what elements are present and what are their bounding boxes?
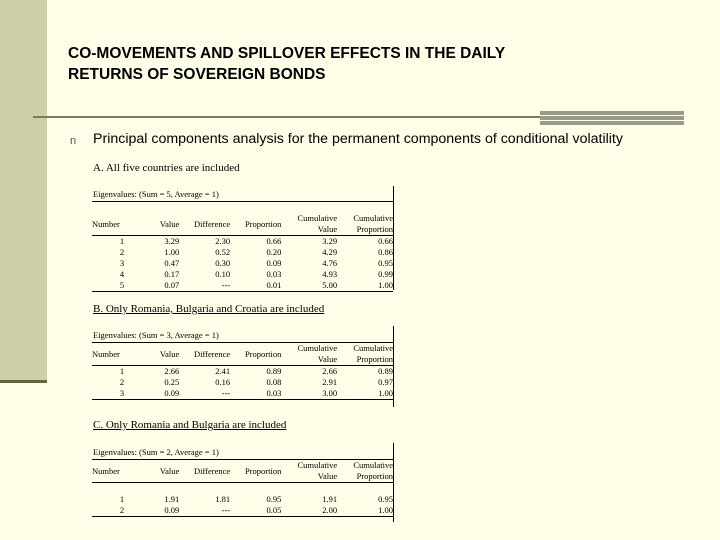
table-c-heading: C. Only Romania and Bulgaria are included	[93, 419, 287, 431]
table-a-eigen: Eigenvalues: (Sum = 5, Average = 1)	[92, 188, 393, 202]
table-b-header	[92, 343, 393, 366]
table-b-body	[92, 366, 393, 400]
table-c	[92, 446, 393, 517]
table-row: 2 0.09 --- 0.05 2.00 1.00	[92, 505, 393, 517]
table-row: 3 0.09 --- 0.03 3.00 1.00	[92, 388, 393, 400]
table-row: 1 3.29 2.30 0.66 3.29 0.66	[119, 236, 393, 246]
col-difference: Difference	[179, 213, 230, 236]
table-b	[92, 329, 393, 400]
bullet-text: Principal components analysis for the permanent components of conditional volatility	[93, 131, 623, 147]
col-cum-value: Cumulative Value	[281, 343, 337, 366]
table-a-edge	[393, 186, 394, 290]
table-b-edge	[393, 326, 394, 407]
table-row: 2 1.00 0.52 0.20 4.29 0.86	[119, 247, 393, 257]
col-number: Number	[92, 460, 152, 483]
table-a-body	[92, 236, 393, 292]
table-row: 1 1.91 1.81 0.95 1.91 0.95	[119, 494, 393, 504]
title-line-2: RETURNS OF SOVEREIGN BONDS	[68, 66, 326, 83]
col-difference: Difference	[179, 460, 230, 483]
title-line-1: CO-MOVEMENTS AND SPILLOVER EFFECTS IN THE DAILY	[68, 45, 506, 62]
table-b-eigen: Eigenvalues: (Sum = 3, Average = 1)	[92, 329, 393, 343]
sidebar-divider	[0, 380, 47, 383]
slide-title	[68, 43, 668, 85]
col-cum-proportion: Cumulative Proportion	[337, 213, 393, 236]
col-number: Number	[92, 343, 152, 366]
table-c-edge	[393, 443, 394, 522]
col-proportion: Proportion	[230, 343, 281, 366]
table-c-eigen: Eigenvalues: (Sum = 2, Average = 1)	[92, 446, 393, 460]
col-proportion: Proportion	[230, 460, 281, 483]
table-b-heading: B. Only Romania, Bulgaria and Croatia are included	[93, 303, 325, 315]
col-cum-proportion: Cumulative Proportion	[337, 460, 393, 483]
col-number: Number	[92, 213, 152, 236]
table-a-grid	[92, 202, 393, 292]
table-row: 3 0.47 0.30 0.09 4.76 0.95	[119, 258, 393, 268]
table-row: 5 0.07 --- 0.01 5.00 1.00	[92, 280, 393, 292]
sidebar-decoration	[0, 0, 47, 383]
col-value: Value	[152, 213, 179, 236]
col-value: Value	[152, 460, 179, 483]
table-a-header	[92, 213, 393, 236]
table-b-grid	[92, 343, 393, 400]
bullet-icon: n	[70, 135, 77, 147]
col-cum-value: Cumulative Value	[281, 460, 337, 483]
table-row: 4 0.17 0.10 0.03 4.93 0.99	[119, 269, 393, 279]
title-rule-accent	[540, 111, 684, 125]
table-row: 2 0.25 0.16 0.08 2.91 0.97	[119, 377, 393, 387]
col-cum-proportion: Cumulative Proportion	[337, 343, 393, 366]
table-a-heading: A. All five countries are included	[93, 162, 240, 174]
col-value: Value	[152, 343, 179, 366]
col-difference: Difference	[179, 343, 230, 366]
col-cum-value: Cumulative Value	[281, 213, 337, 236]
table-a	[92, 188, 393, 292]
table-row: 1 2.66 2.41 0.89 2.66 0.89	[119, 366, 393, 376]
table-c-body	[92, 483, 393, 517]
col-proportion: Proportion	[230, 213, 281, 236]
table-c-header	[92, 460, 393, 483]
table-c-grid	[92, 460, 393, 517]
